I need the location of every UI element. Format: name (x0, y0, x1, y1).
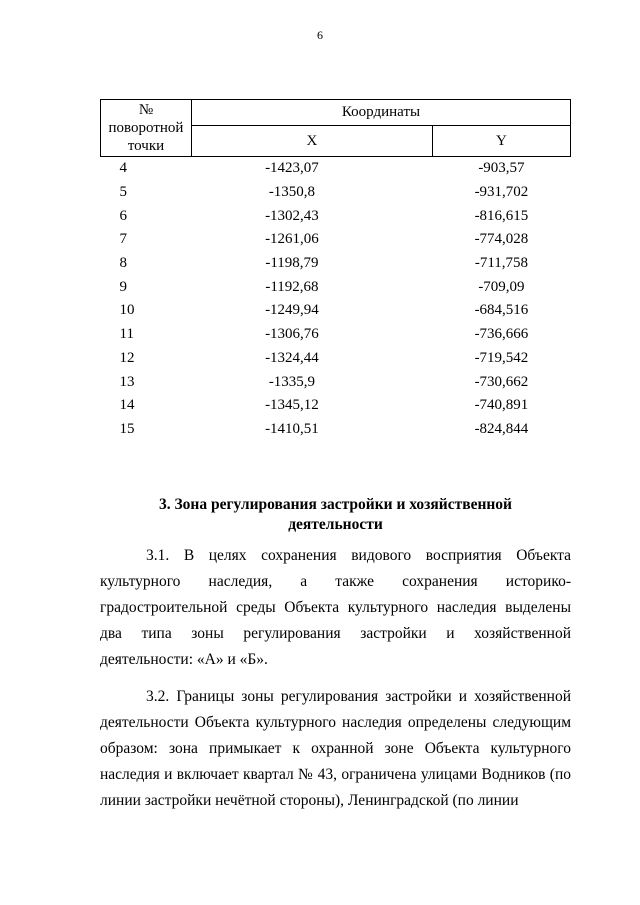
y-coordinate-cell: -931,702 (474, 184, 529, 201)
point-number-cell: 11 (119, 326, 134, 343)
table-row (101, 157, 571, 181)
table-row (101, 181, 571, 205)
section-heading-line1: 3. Зона регулирования застройки и хозяйственной (159, 496, 512, 513)
x-coordinate-cell: -1302,43 (265, 207, 319, 224)
section-heading-line2: деятельности (288, 516, 383, 533)
paragraph-3-2: 3.2. Границы зоны регулирования застройки и хозяйственной деятельности Объекта культурного наследия определены следующим образом: зона примыкает к охранной зоне Объекта культурного наследия и включает квартал № 43, ограничена улицами Водников (по линии застройки нечётной стороны), Ленинградской (по линии (100, 688, 571, 809)
y-coordinate-cell: -740,891 (474, 397, 529, 414)
y-coordinate-cell: -711,758 (474, 255, 529, 272)
table-row (101, 347, 571, 371)
table-row (101, 252, 571, 276)
page-number: 6 (317, 28, 323, 42)
point-number-header (101, 100, 192, 157)
point-number-cell: 12 (119, 349, 135, 366)
table-row (101, 370, 571, 394)
table-row (101, 204, 571, 228)
point-number-header-line2: поворотной (108, 120, 184, 136)
point-number-header-line1: № (138, 102, 154, 118)
x-coordinate-cell: -1306,76 (265, 326, 319, 343)
x-coordinate-cell: -1345,12 (265, 397, 319, 414)
point-number-cell: 9 (119, 278, 127, 295)
y-coordinate-cell: -736,666 (474, 326, 529, 343)
y-coordinate-cell: -774,028 (474, 231, 529, 248)
point-number-cell: 4 (119, 160, 127, 177)
table-row (101, 228, 571, 252)
x-coordinate-cell: -1335,9 (268, 373, 316, 390)
point-number-cell: 13 (119, 373, 135, 390)
coordinates-table (100, 99, 571, 441)
y-coordinate-cell: -709,09 (478, 278, 525, 295)
coordinates-group-header: Координаты (192, 100, 571, 126)
x-header: X (192, 126, 433, 157)
y-coordinate-cell: -903,57 (478, 160, 525, 177)
x-coordinate-cell: -1192,68 (265, 278, 319, 295)
x-coordinate-cell: -1350,8 (268, 184, 316, 201)
table-row (101, 323, 571, 347)
point-number-cell: 7 (119, 231, 127, 248)
y-coordinate-cell: -824,844 (474, 420, 529, 437)
point-number-header-line3: точки (127, 138, 165, 154)
point-number-cell: 6 (119, 207, 127, 224)
y-coordinate-cell: -719,542 (474, 349, 529, 366)
x-coordinate-cell: -1410,51 (265, 420, 319, 437)
paragraph-3-1: 3.1. В целях сохранения видового восприятия Объекта культурного наследия, а также сохранения историко-градостроительной среды Объекта культурного наследия выделены два типа зоны регулирования застройки и хозяйственной деятельности: «А» и «Б». (100, 547, 571, 668)
y-coordinate-cell: -684,516 (474, 302, 529, 319)
x-coordinate-cell: -1423,07 (265, 160, 319, 177)
x-coordinate-cell: -1249,94 (265, 302, 319, 319)
y-header: Y (432, 126, 570, 157)
point-number-cell: 14 (119, 397, 135, 414)
point-number-cell: 5 (119, 184, 127, 201)
x-coordinate-cell: -1324,44 (265, 349, 319, 366)
point-number-cell: 8 (119, 255, 127, 272)
x-coordinate-cell: -1198,79 (265, 255, 319, 272)
y-coordinate-cell: -730,662 (474, 373, 529, 390)
section-heading (100, 495, 571, 535)
table-row (101, 299, 571, 323)
table-row (101, 418, 571, 442)
y-coordinate-cell: -816,615 (474, 207, 529, 224)
table-row (101, 394, 571, 418)
table-row (101, 275, 571, 299)
point-number-cell: 10 (119, 302, 135, 319)
point-number-cell: 15 (119, 420, 135, 437)
coordinates-table-body (101, 157, 571, 442)
x-coordinate-cell: -1261,06 (265, 231, 319, 248)
